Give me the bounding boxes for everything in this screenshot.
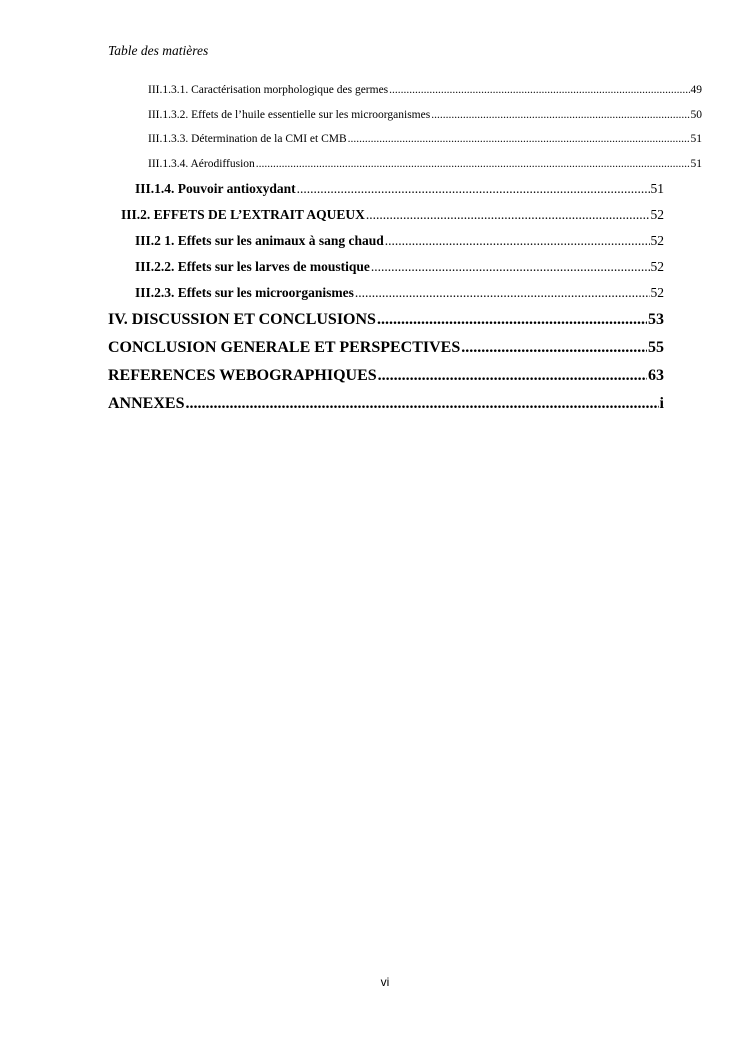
toc-entry[interactable]: [108, 334, 664, 362]
toc-entry-label: III.2.2. Effets sur les larves de moustique: [135, 259, 370, 274]
toc-entry-label: IV. DISCUSSION ET CONCLUSIONS: [108, 311, 376, 328]
toc-entry-label: CONCLUSION GENERALE ET PERSPECTIVES: [108, 339, 461, 356]
toc-entry-page: 51: [690, 157, 702, 170]
toc-entry-page: 49: [690, 84, 702, 96]
dot-leader: [385, 228, 650, 254]
toc-entry-label: III.1.3.3. Détermination de la CMI et CMB: [148, 133, 347, 145]
toc-entry-page: 52: [650, 233, 664, 248]
dot-leader: [256, 152, 690, 177]
dot-leader: [378, 362, 647, 390]
toc-entry[interactable]: [108, 280, 664, 306]
toc-entry[interactable]: [108, 228, 664, 254]
dot-leader: [389, 78, 689, 103]
toc-entry-label: III.1.3.2. Effets de l’huile essentielle sur les microorganismes: [148, 108, 431, 121]
toc-entry[interactable]: [108, 127, 702, 152]
page-header-title: Table des matières: [108, 43, 209, 58]
dot-leader: [366, 202, 650, 228]
toc-entry-label: III.2.3. Effets sur les microorganismes: [135, 285, 354, 300]
toc-entry-label: ANNEXES: [108, 395, 185, 412]
toc-entry-page: 50: [690, 108, 702, 121]
dot-leader: [355, 280, 650, 306]
toc-entry[interactable]: [108, 362, 664, 390]
toc-entry-page: 53: [648, 311, 664, 328]
dot-leader: [431, 103, 689, 128]
toc-entry-page: 52: [650, 207, 664, 222]
toc-entry[interactable]: [108, 176, 664, 202]
dot-leader: [377, 306, 647, 334]
toc-entry-page: 52: [650, 285, 664, 300]
toc-entry-page: 52: [650, 259, 664, 274]
dot-leader: [185, 390, 658, 418]
toc-entry[interactable]: [108, 152, 702, 177]
toc-entry-label: III.2. EFFETS DE L’EXTRAIT AQUEUX: [121, 207, 365, 222]
toc-entry-label: REFERENCES WEBOGRAPHIQUES: [108, 367, 377, 384]
dot-leader: [461, 334, 647, 362]
toc-entry[interactable]: [108, 78, 702, 103]
toc-entry-page: 51: [690, 133, 702, 145]
toc-entry[interactable]: [108, 254, 664, 280]
toc-entry-page: 55: [648, 339, 664, 356]
toc-entry-page: 63: [648, 367, 664, 384]
dot-leader: [297, 176, 650, 202]
toc-entry-label: III.2 1. Effets sur les animaux à sang chaud: [135, 233, 384, 248]
toc-entry-label: III.1.4. Pouvoir antioxydant: [135, 181, 296, 196]
dot-leader: [348, 127, 690, 152]
dot-leader: [371, 254, 650, 280]
toc-entry[interactable]: [108, 390, 664, 418]
toc-entry-page: 51: [650, 181, 664, 196]
page-number: vi: [380, 975, 390, 989]
toc-entry-label: III.1.3.4. Aérodiffusion: [148, 157, 255, 170]
toc-entry-page: i: [659, 395, 664, 412]
toc-entry[interactable]: [108, 202, 664, 228]
toc-entry-label: III.1.3.1. Caractérisation morphologique des germes: [148, 84, 389, 96]
toc-entry[interactable]: [108, 103, 702, 128]
table-of-contents: [108, 78, 702, 418]
toc-entry[interactable]: [108, 306, 664, 334]
